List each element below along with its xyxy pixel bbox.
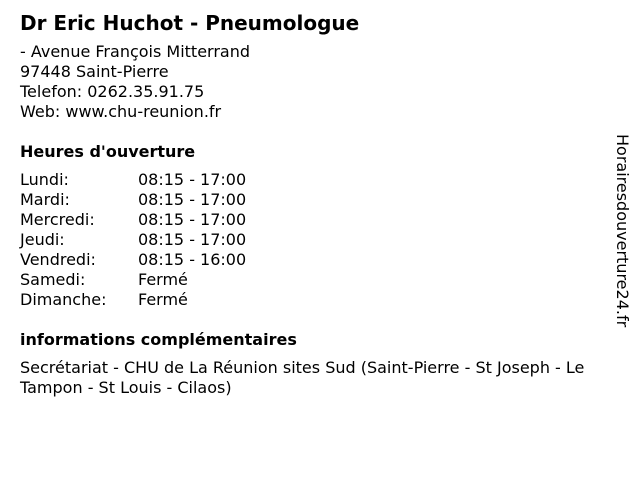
day-hours: 08:15 - 17:00 — [138, 210, 247, 229]
day-label: Samedi: — [20, 270, 86, 289]
hours-row-friday — [20, 250, 610, 270]
site-watermark: Horairesdouverture24.fr — [613, 134, 632, 328]
day-label: Jeudi: — [20, 230, 65, 249]
listing-card — [20, 10, 610, 398]
day-label: Mercredi: — [20, 210, 95, 229]
day-label: Lundi: — [20, 170, 69, 189]
day-label: Dimanche: — [20, 290, 107, 309]
info-text: Secrétariat - CHU de La Réunion sites Sud (Saint-Pierre - St Joseph - Le Tampon - St Louis - Cilaos) — [20, 358, 585, 397]
day-hours: 08:15 - 17:00 — [138, 170, 247, 189]
hours-row-thursday — [20, 230, 610, 250]
web-line: Web: www.chu-reunion.fr — [20, 102, 222, 121]
info-heading: informations complémentaires — [20, 330, 297, 349]
address-line-2: 97448 Saint-Pierre — [20, 62, 169, 81]
hours-list — [20, 170, 610, 310]
hours-row-monday — [20, 170, 610, 190]
day-hours: 08:15 - 16:00 — [138, 250, 247, 269]
day-hours: Fermé — [138, 290, 188, 309]
hours-row-tuesday — [20, 190, 610, 210]
day-label: Vendredi: — [20, 250, 96, 269]
hours-row-wednesday — [20, 210, 610, 230]
day-label: Mardi: — [20, 190, 70, 209]
doctor-title: Dr Eric Huchot - Pneumologue — [20, 11, 360, 35]
day-hours: Fermé — [138, 270, 188, 289]
hours-row-sunday — [20, 290, 610, 310]
hours-heading: Heures d'ouverture — [20, 142, 196, 161]
address-line-1: - Avenue François Mitterrand — [20, 42, 251, 61]
day-hours: 08:15 - 17:00 — [138, 190, 247, 209]
day-hours: 08:15 - 17:00 — [138, 230, 247, 249]
phone-line: Telefon: 0262.35.91.75 — [20, 82, 205, 101]
hours-row-saturday — [20, 270, 610, 290]
